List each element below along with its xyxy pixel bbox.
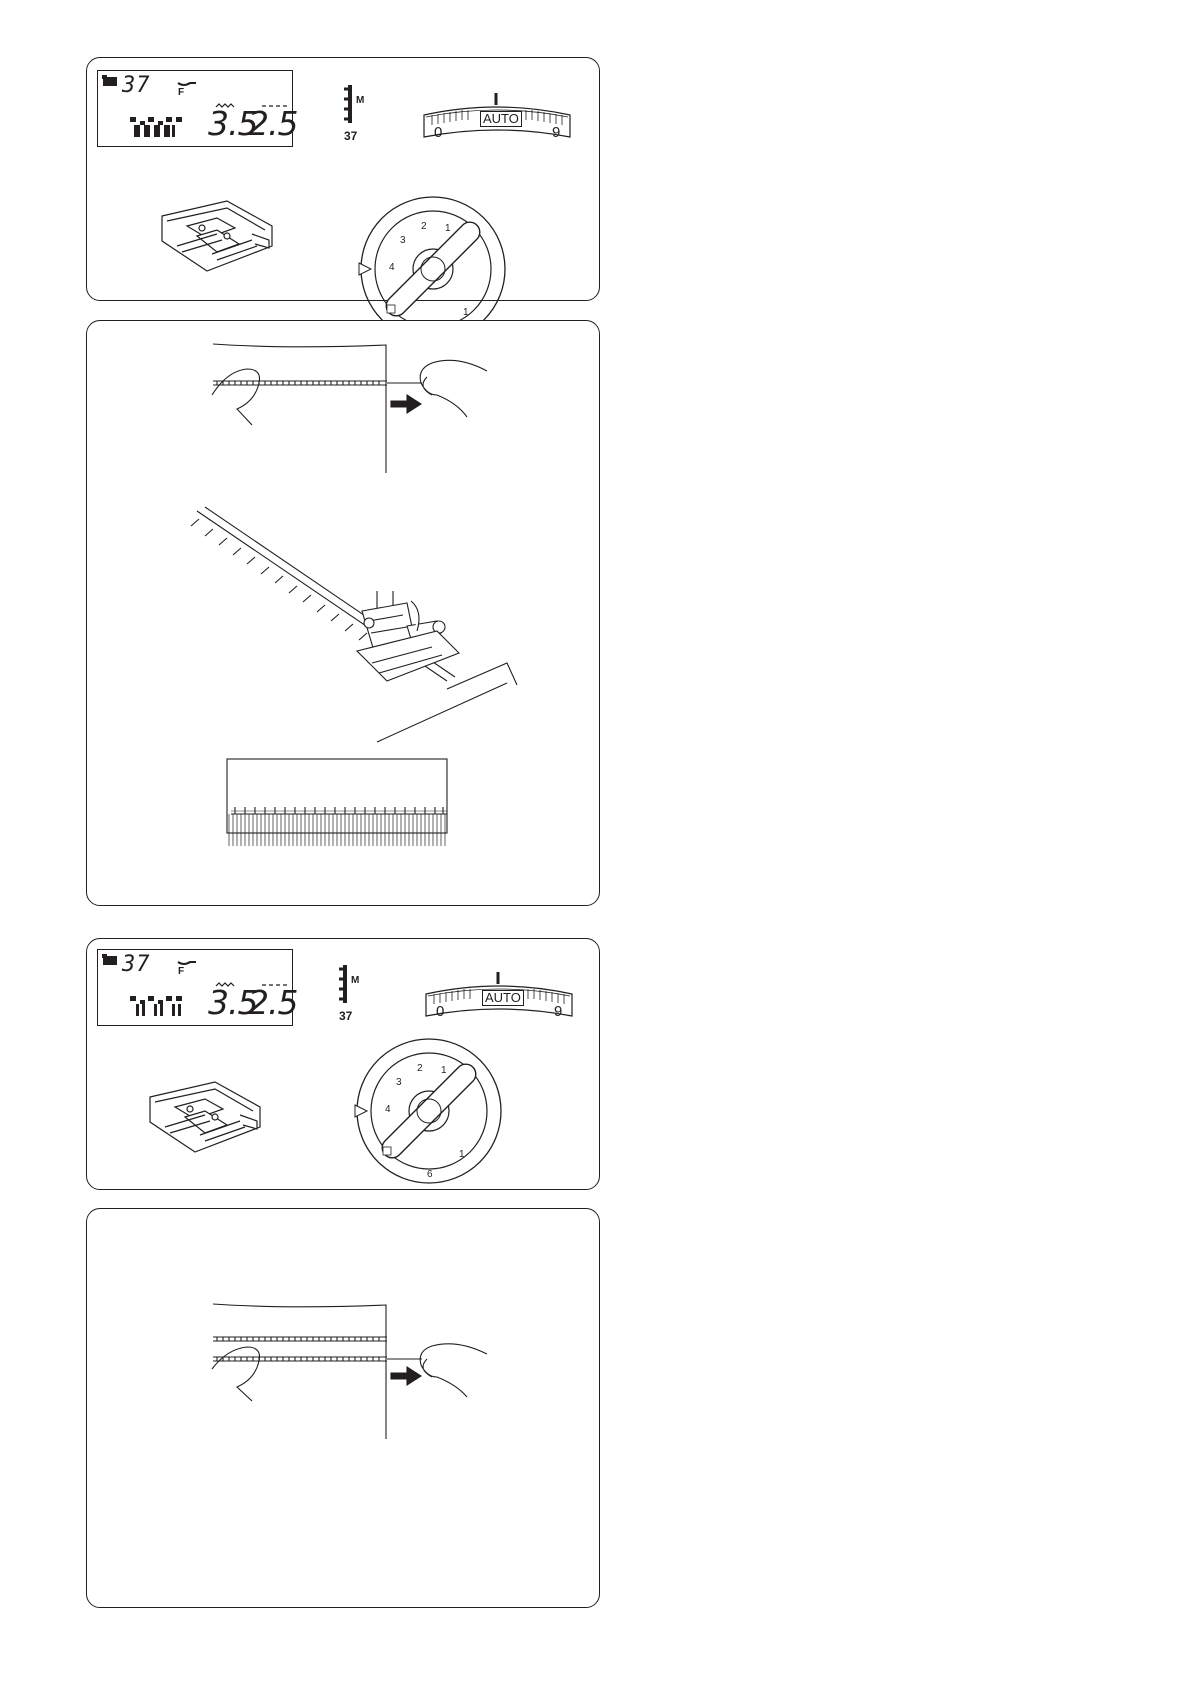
dial-number-1: 1: [441, 1065, 447, 1076]
settings-panel-drawn-work: [86, 938, 600, 1190]
stitch-line-lower: [213, 1357, 387, 1361]
tension-min: 0: [436, 1003, 445, 1020]
dial-darning-icon: [383, 1147, 391, 1155]
fringe-threads: [229, 807, 447, 846]
tension-auto-label: AUTO: [482, 990, 524, 1006]
drawn-work-illustration: [87, 1209, 601, 1609]
dial-number-2: 2: [417, 1063, 423, 1074]
foot-pressure-dial: [353, 1035, 503, 1185]
memory-icon: [102, 75, 117, 86]
stitch-mode-letter: M: [356, 95, 365, 106]
stitch-pattern-icon: [130, 117, 182, 137]
dial-number-1: 1: [445, 223, 451, 234]
memory-icon: [102, 954, 117, 965]
stitch-code: [342, 81, 382, 141]
dial-number-2: 2: [421, 221, 427, 232]
stitch-mode-letter: M: [351, 975, 360, 986]
lcd-stitch-length: 2.5: [248, 104, 298, 143]
stitch-pattern-icon: [130, 996, 182, 1016]
arrow-right-icon: [391, 1367, 421, 1385]
dial-pointer-icon: [359, 263, 371, 275]
lcd-pattern-number: 37: [122, 952, 151, 977]
stitch-code: [337, 961, 377, 1021]
presser-foot-icon: [178, 962, 196, 964]
drawn-work-illustration-panel: [86, 1208, 600, 1608]
arrow-right-icon: [391, 395, 421, 413]
tension-auto-label: AUTO: [480, 111, 522, 127]
stitch-line-top: [213, 381, 387, 385]
dial-number-1b: 1: [459, 1149, 465, 1160]
lcd-presser-foot-letter: F: [178, 966, 185, 977]
thread-tension-dial: [424, 972, 574, 1024]
presser-foot-f-icon: [157, 196, 287, 286]
left-hand-finger: [212, 1347, 260, 1401]
lcd-display: [97, 949, 298, 1026]
presser-foot-on-machine: [357, 591, 459, 681]
left-hand-finger: [212, 369, 260, 425]
right-hand: [387, 1344, 487, 1397]
lcd-presser-foot-letter: F: [178, 87, 185, 98]
dial-number-4: 4: [385, 1104, 391, 1115]
lcd-display: [97, 70, 298, 147]
tension-max: 9: [554, 1003, 563, 1020]
thread-tension-dial: [422, 93, 572, 145]
right-hand: [387, 360, 487, 417]
dial-number-6: 6: [427, 1169, 433, 1180]
stitch-code-number: 37: [344, 129, 358, 143]
tension-max: 9: [552, 124, 561, 141]
presser-foot-f-icon: [145, 1077, 275, 1167]
dial-number-3: 3: [400, 235, 406, 246]
stitch-code-number: 37: [339, 1009, 353, 1023]
tension-min: 0: [434, 124, 443, 141]
lcd-stitch-width: 3.5: [208, 104, 258, 143]
stitch-line-upper: [213, 1337, 387, 1341]
dial-pointer-icon: [355, 1105, 367, 1117]
dial-number-1b: 1: [463, 307, 469, 318]
dial-number-4: 4: [389, 262, 395, 273]
dial-number-3: 3: [396, 1077, 402, 1088]
lcd-stitch-length: 2.5: [248, 983, 298, 1022]
fringing-illustration-panel: [86, 320, 600, 906]
lcd-pattern-number: 37: [122, 73, 151, 98]
settings-panel-fringing: [86, 57, 600, 318]
lcd-stitch-width: 3.5: [208, 983, 258, 1022]
dial-darning-icon: [387, 305, 395, 313]
presser-foot-icon: [178, 83, 196, 85]
fringing-illustration: [87, 321, 601, 907]
